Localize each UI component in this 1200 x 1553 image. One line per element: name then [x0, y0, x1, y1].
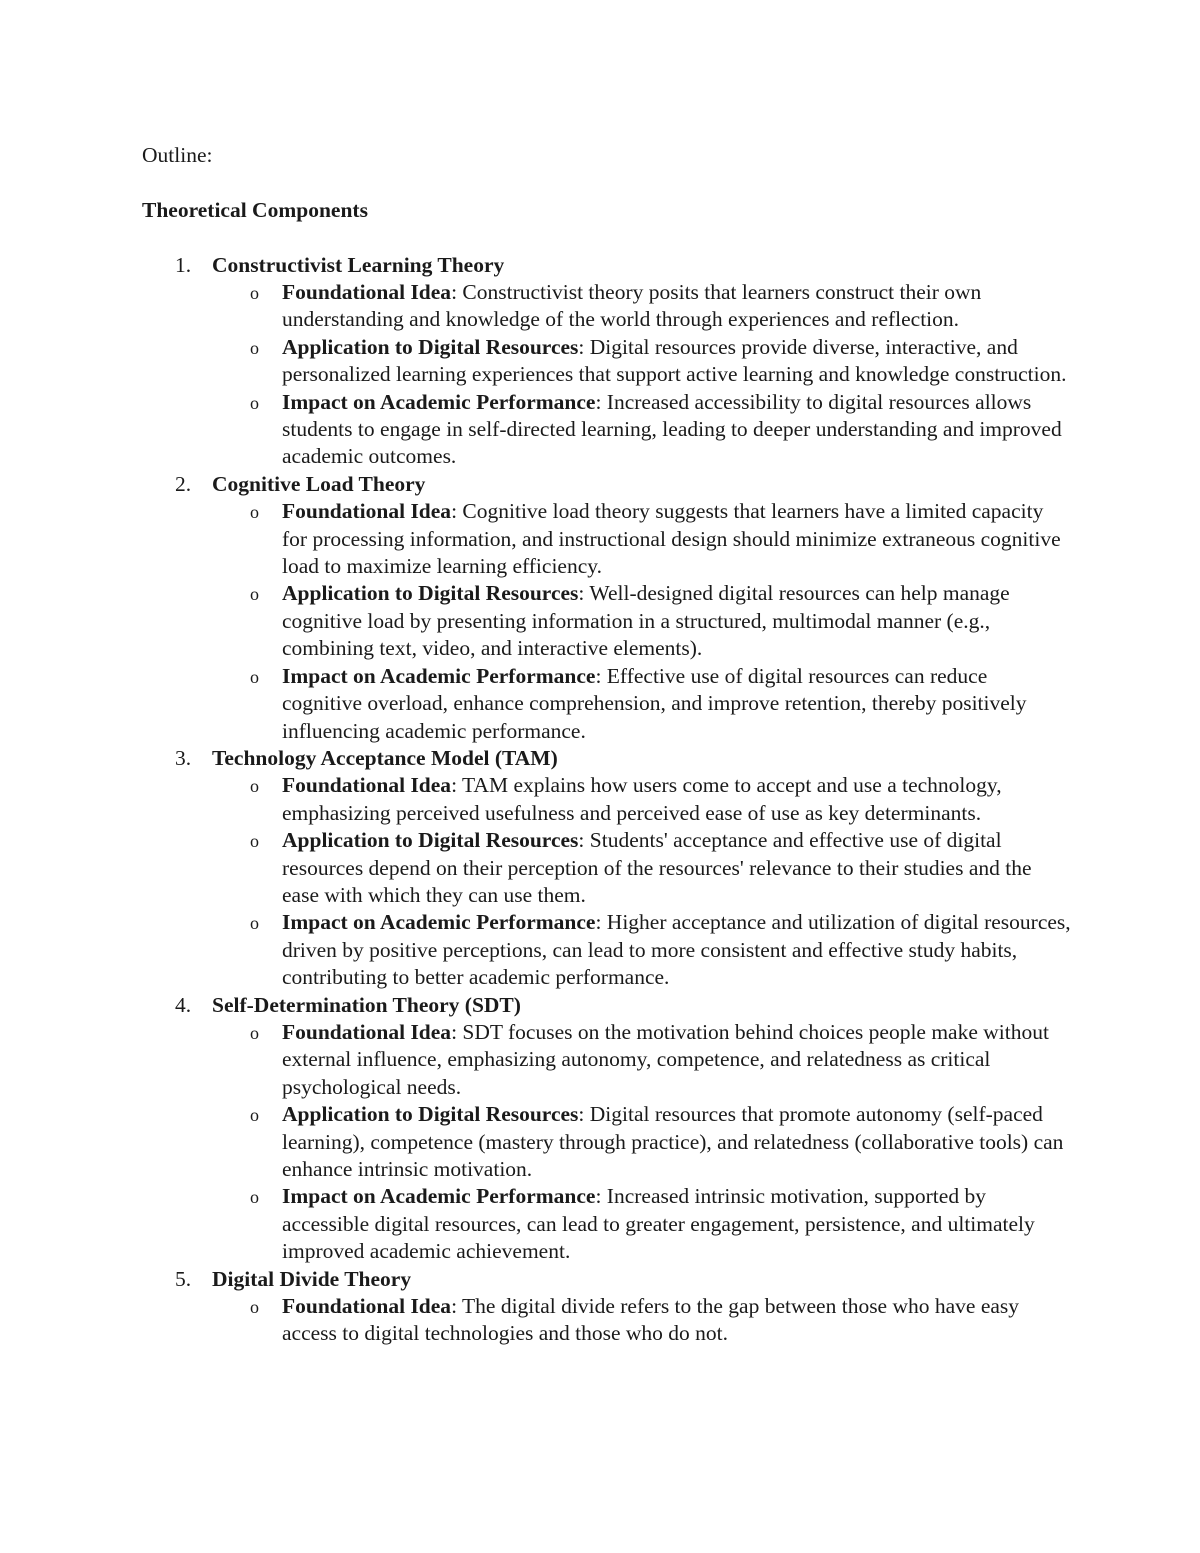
- section-heading: Theoretical Components: [142, 197, 368, 222]
- point-item: [212, 1101, 1072, 1183]
- hollow-bullet-icon: o: [250, 283, 259, 303]
- point-list: [212, 498, 1072, 745]
- theory-item: [142, 1266, 1072, 1348]
- point-label: Foundational Idea: [282, 499, 452, 524]
- point-text: : The digital divide refers to the gap between those who have easy access to digital technologies and those who do not.: [282, 1294, 1020, 1346]
- hollow-bullet-icon: o: [250, 1022, 259, 1043]
- theory-number: 5.: [175, 1266, 192, 1291]
- point-label: Application to Digital Resources: [282, 1102, 579, 1127]
- hollow-bullet-icon: o: [250, 913, 259, 934]
- theory-title: Cognitive Load Theory: [212, 471, 426, 496]
- point-text: : Digital resources that promote autonomy (self-paced learning), competence (mastery through practice), and relatedness (collaborative tools) can enhance intrinsic motivation.: [282, 1102, 1064, 1181]
- hollow-bullet-icon: o: [250, 831, 259, 852]
- point-item: [212, 909, 1072, 991]
- point-list: [212, 772, 1072, 991]
- theory-item: [142, 252, 1072, 471]
- point-label: Impact on Academic Performance: [282, 663, 596, 688]
- hollow-bullet-icon: o: [250, 337, 259, 358]
- point-item: [212, 1183, 1072, 1265]
- theory-number: 2.: [175, 471, 192, 496]
- point-text: : Higher acceptance and utilization of digital resources, driven by positive perceptions, can lead to more consistent and effective study habits, contributing to better academic performance.: [282, 910, 1071, 990]
- theory-title: Technology Acceptance Model (TAM): [212, 745, 558, 770]
- point-label: Application to Digital Resources: [282, 334, 579, 359]
- hollow-bullet-icon: o: [250, 392, 259, 413]
- point-text: : Increased accessibility to digital resources allows students to engage in self-directed learning, leading to deeper understanding and improved academic outcomes.: [282, 389, 1062, 469]
- theory-item: [142, 471, 1072, 745]
- point-text: : TAM explains how users come to accept and use a technology, emphasizing perceived usefulness and perceived ease of use as key determinants.: [282, 773, 1002, 825]
- theory-title: Digital Divide Theory: [212, 1266, 412, 1291]
- point-text: : Increased intrinsic motivation, supported by accessible digital resources, can lead to greater engagement, persistence, and ultimately improved academic achievement.: [282, 1184, 1035, 1264]
- point-item: [212, 663, 1072, 745]
- point-item: [212, 772, 1072, 827]
- hollow-bullet-icon: o: [250, 1297, 259, 1318]
- point-item: [212, 1293, 1072, 1348]
- point-item: [212, 827, 1072, 909]
- theory-number: 3.: [175, 745, 192, 770]
- point-label: Impact on Academic Performance: [282, 389, 596, 414]
- theory-item: [142, 745, 1072, 992]
- hollow-bullet-icon: o: [250, 1187, 259, 1208]
- point-text: : Cognitive load theory suggests that learners have a limited capacity for processing information, and instructional design should minimize extraneous cognitive load to maximize learning efficiency.: [282, 499, 1061, 579]
- hollow-bullet-icon: o: [250, 584, 259, 605]
- hollow-bullet-icon: o: [250, 776, 259, 797]
- point-label: Foundational Idea: [282, 1294, 452, 1319]
- point-text: : Effective use of digital resources can reduce cognitive overload, enhance comprehension, and improve retention, thereby positively influencing academic performance.: [282, 663, 1027, 743]
- point-item: [212, 334, 1072, 389]
- point-text: : Constructivist theory posits that learners construct their own understanding and knowledge of the world through experiences and reflection.: [282, 280, 982, 332]
- theory-item: [142, 992, 1072, 1266]
- theory-title: Constructivist Learning Theory: [212, 252, 505, 277]
- point-text: : Well-designed digital resources can help manage cognitive load by presenting information in a structured, multimodal manner (e.g., combining text, video, and interactive elements).: [282, 581, 1010, 661]
- point-label: Application to Digital Resources: [282, 581, 579, 606]
- outline-label: Outline:: [142, 143, 213, 167]
- point-list: [212, 1293, 1072, 1348]
- point-item: [212, 1019, 1072, 1101]
- theory-title: Self-Determination Theory (SDT): [212, 992, 521, 1017]
- hollow-bullet-icon: o: [250, 666, 259, 687]
- point-text: : Digital resources provide diverse, interactive, and personalized learning experiences that support active learning and knowledge construction.: [282, 334, 1067, 387]
- point-text: : SDT focuses on the motivation behind choices people make without external influence, emphasizing autonomy, competence, and relatedness as critical psychological needs.: [282, 1019, 1049, 1099]
- point-label: Application to Digital Resources: [282, 828, 579, 853]
- point-text: : Students' acceptance and effective use of digital resources depend on their perception of the resources' relevance to their studies and the ease with which they can use them.: [282, 828, 1032, 907]
- point-label: Foundational Idea: [282, 280, 452, 304]
- hollow-bullet-icon: o: [250, 502, 259, 523]
- point-item: [212, 498, 1072, 580]
- point-label: Foundational Idea: [282, 1019, 452, 1044]
- point-item: [212, 389, 1072, 471]
- point-list: [212, 1019, 1072, 1266]
- document-body: [142, 142, 1072, 1348]
- point-list: [212, 279, 1072, 471]
- theory-list: [142, 252, 1072, 1348]
- theory-number: 4.: [175, 992, 192, 1017]
- hollow-bullet-icon: o: [250, 1105, 259, 1126]
- theory-number: 1.: [175, 252, 192, 277]
- point-item: [212, 279, 1072, 334]
- point-label: Impact on Academic Performance: [282, 910, 596, 935]
- point-item: [212, 580, 1072, 662]
- point-label: Impact on Academic Performance: [282, 1184, 596, 1209]
- point-label: Foundational Idea: [282, 773, 452, 798]
